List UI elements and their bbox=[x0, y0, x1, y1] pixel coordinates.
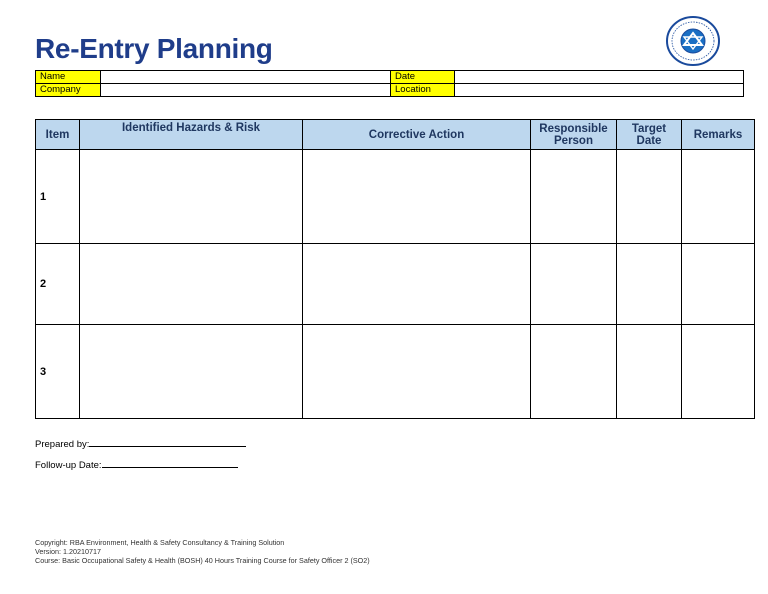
hazards-cell[interactable] bbox=[80, 150, 303, 244]
planning-table bbox=[35, 119, 755, 419]
action-cell[interactable] bbox=[303, 325, 531, 419]
info-form bbox=[35, 70, 744, 97]
row-item-number: 3 bbox=[36, 325, 80, 419]
name-label: Name bbox=[36, 71, 101, 84]
remarks-cell[interactable] bbox=[682, 325, 755, 419]
prepared-by-label: Prepared by: bbox=[35, 439, 90, 450]
info-row-name-date bbox=[36, 71, 744, 84]
hazards-cell[interactable] bbox=[80, 325, 303, 419]
location-label: Location bbox=[391, 84, 455, 97]
target-date-cell[interactable] bbox=[617, 325, 682, 419]
followup-date-label: Follow-up Date: bbox=[35, 460, 102, 471]
target-date-cell[interactable] bbox=[617, 244, 682, 325]
person-cell[interactable] bbox=[531, 150, 617, 244]
header-responsible-person: Responsible Person bbox=[531, 120, 617, 150]
remarks-cell[interactable] bbox=[682, 150, 755, 244]
copyright-block bbox=[35, 538, 370, 565]
header-target-date: Target Date bbox=[617, 120, 682, 150]
date-label: Date bbox=[391, 71, 455, 84]
row-item-number: 2 bbox=[36, 244, 80, 325]
prepared-by-line bbox=[35, 437, 246, 450]
name-field[interactable] bbox=[101, 71, 391, 84]
row-item-number: 1 bbox=[36, 150, 80, 244]
header-hazards: Identified Hazards & Risk bbox=[80, 120, 303, 150]
header-remarks: Remarks bbox=[682, 120, 755, 150]
header-corrective-action: Corrective Action bbox=[303, 120, 531, 150]
table-header-row bbox=[36, 120, 755, 150]
date-field[interactable] bbox=[455, 71, 744, 84]
action-cell[interactable] bbox=[303, 150, 531, 244]
followup-date-line bbox=[35, 458, 238, 471]
header-item: Item bbox=[36, 120, 80, 150]
company-seal-logo-icon bbox=[665, 15, 721, 67]
person-cell[interactable] bbox=[531, 325, 617, 419]
table-row bbox=[36, 150, 755, 244]
hazards-cell[interactable] bbox=[80, 244, 303, 325]
remarks-cell[interactable] bbox=[682, 244, 755, 325]
company-field[interactable] bbox=[101, 84, 391, 97]
course-text: Course: Basic Occupational Safety & Health (BOSH) 40 Hours Training Course for Safety Officer 2 (SO2) bbox=[35, 556, 370, 565]
followup-date-field[interactable] bbox=[102, 458, 238, 468]
location-field[interactable] bbox=[455, 84, 744, 97]
copyright-text: Copyright: RBA Environment, Health & Safety Consultancy & Training Solution bbox=[35, 538, 285, 547]
version-text: Version: 1.20210717 bbox=[35, 547, 101, 556]
action-cell[interactable] bbox=[303, 244, 531, 325]
table-row bbox=[36, 244, 755, 325]
prepared-by-field[interactable] bbox=[89, 437, 246, 447]
person-cell[interactable] bbox=[531, 244, 617, 325]
info-row-company-location bbox=[36, 84, 744, 97]
page-title: Re-Entry Planning bbox=[35, 33, 273, 64]
target-date-cell[interactable] bbox=[617, 150, 682, 244]
table-row bbox=[36, 325, 755, 419]
company-label: Company bbox=[36, 84, 101, 97]
